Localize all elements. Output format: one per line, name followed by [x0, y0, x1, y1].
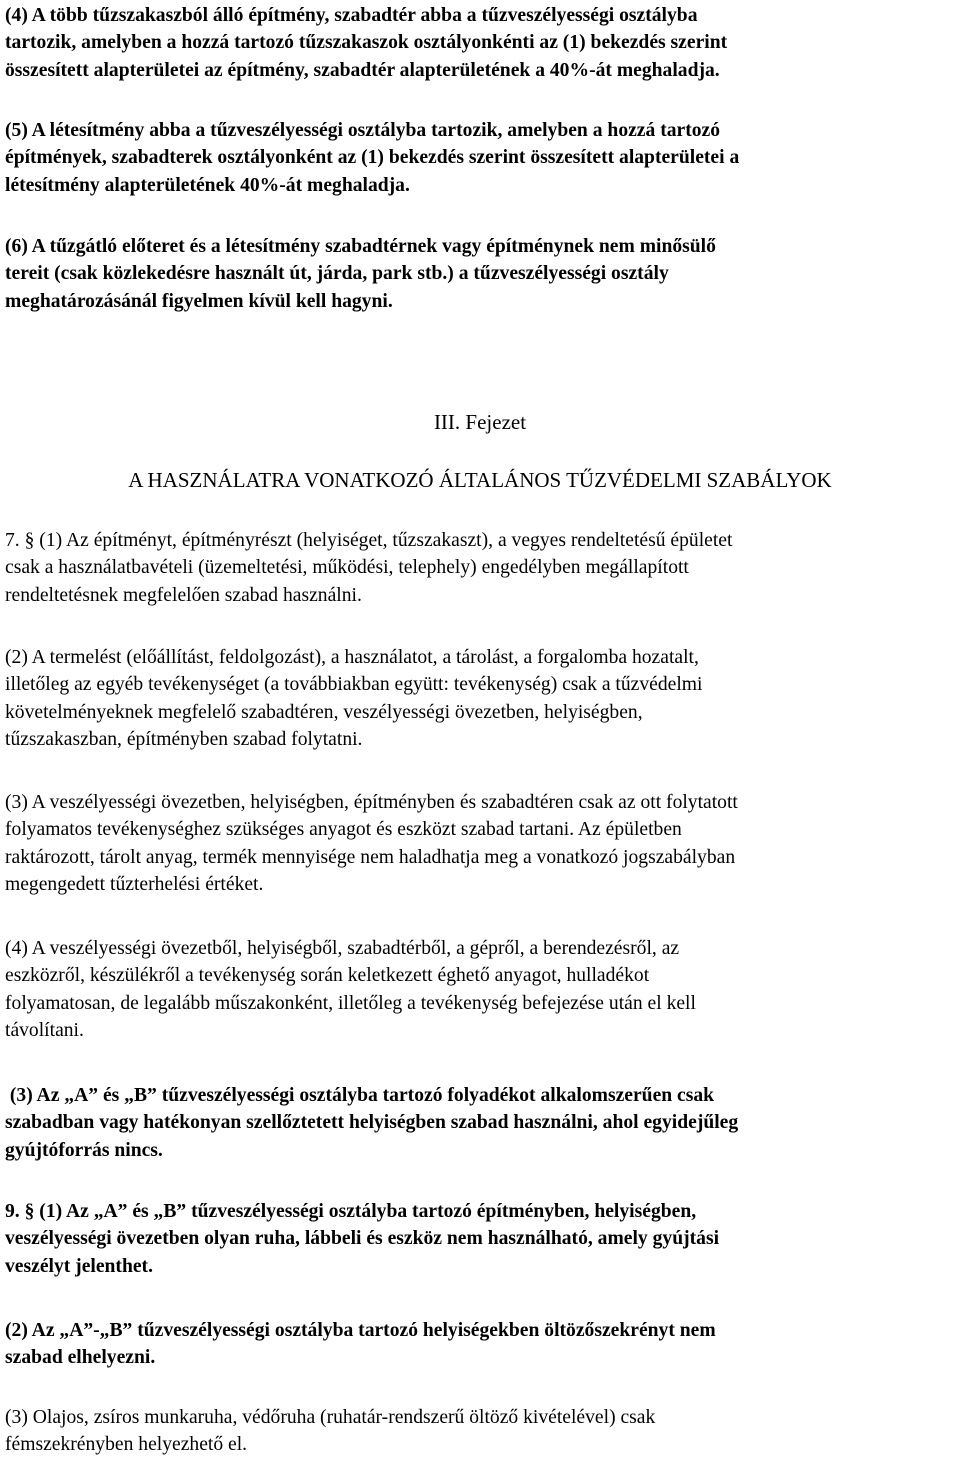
text-line: szabad elhelyezni. [5, 1347, 156, 1369]
text-line: összesített alapterületei az építmény, szabadtér alapterületének a 40%-át meghaladja. [5, 59, 720, 81]
text-line: (3) A veszélyességi övezetben, helyiségben, építményben és szabadtéren csak az ott folytatott [5, 792, 738, 813]
paragraph-6 [5, 233, 957, 315]
text-line: gyújtóforrás nincs. [5, 1139, 163, 1161]
section-9-paragraph-1 [5, 1198, 957, 1280]
section-7-paragraph-2 [5, 644, 957, 753]
bold-paragraph-3 [5, 1082, 957, 1164]
paragraph-4 [5, 2, 957, 84]
text-line: megengedett tűzterhelési értéket. [5, 873, 264, 895]
chapter-number: III. Fejezet [433, 410, 527, 434]
text-line: építmények, szabadterek osztályonként az (1) bekezdés szerint összesített alapterületei a [5, 147, 740, 169]
text-line: tartozik, amelyben a hozzá tartozó tűzszakaszok osztályonkénti az (1) bekezdés szerint [5, 32, 728, 54]
text-line: eszközről, készülékről a tevékenység során keletkezett éghető anyagot, hulladékot [5, 965, 650, 987]
text-line: (6) A tűzgátló előteret és a létesítmény szabadtérnek vagy építménynek nem minősülő [5, 236, 716, 257]
text-line: veszélyt jelenthet. [5, 1255, 153, 1277]
text-line: folyamatosan, de legalább műszakonként, illetőleg a tevékenység befejezése után el kell [5, 992, 696, 1014]
text-line: (3) Olajos, zsíros munkaruha, védőruha (ruhatár-rendszerű öltöző kivételével) csak [5, 1407, 656, 1428]
text-line: tűzszakaszban, építményben szabad folytatni. [5, 728, 363, 750]
text-line: (4) A több tűzszakaszból álló építmény, szabadtér abba a tűzveszélyességi osztályba [5, 5, 698, 26]
text-line: 9. § (1) Az „A” és „B” tűzveszélyességi osztályba tartozó építményben, helyiségben, [5, 1201, 697, 1222]
text-line: (2) A termelést (előállítást, feldolgozást), a használatot, a tárolást, a forgalomba hozatalt, [5, 647, 699, 668]
text-line: csak a használatbavételi (üzemeltetési, működési, telephely) engedélyben megállapított [5, 557, 689, 579]
text-line: rendeltetésnek megfelelően szabad használni. [5, 584, 362, 606]
text-line: (5) A létesítmény abba a tűzveszélyességi osztályba tartozik, amelyben a hozzá tartozó [5, 120, 721, 141]
text-line: követelményeknek megfelelő szabadtéren, veszélyességi övezetben, helyiségben, [5, 701, 643, 723]
text-line: raktározott, tárolt anyag, termék mennyisége nem haladhatja meg a vonatkozó jogszabályban [5, 846, 736, 868]
section-7-paragraph-3 [5, 789, 957, 898]
chapter-title: A HASZNÁLATRA VONATKOZÓ ÁLTALÁNOS TŰZVÉDELMI SZABÁLYOK [128, 468, 832, 492]
text-line: veszélyességi övezetben olyan ruha, lábbeli és eszköz nem használható, amely gyújtási [5, 1228, 720, 1250]
text-line: távolítani. [5, 1019, 84, 1041]
section-9-paragraph-3 [5, 1404, 957, 1459]
text-line: meghatározásánál figyelmen kívül kell hagyni. [5, 290, 393, 312]
text-line: (4) A veszélyességi övezetből, helyiségből, szabadtérből, a gépről, a berendezésről, az [5, 938, 680, 959]
text-line: illetőleg az egyéb tevékenységet (a továbbiakban együtt: tevékenység) csak a tűzvédelmi [5, 674, 703, 696]
text-line: fémszekrényben helyezhető el. [5, 1434, 248, 1456]
text-line: létesítmény alapterületének 40%-át meghaladja. [5, 174, 410, 196]
text-line: szabadban vagy hatékonyan szellőztetett helyiségben szabad használni, ahol egyidejűleg [5, 1112, 739, 1134]
text-line: (3) Az „A” és „B” tűzveszélyességi osztályba tartozó folyadékot alkalomszerűen csak [5, 1085, 715, 1106]
text-line: folyamatos tevékenységhez szükséges anyagot és eszközt szabad tartani. Az épületben [5, 819, 682, 841]
section-9-paragraph-2 [5, 1317, 957, 1372]
text-line: tereit (csak közlekedésre használt út, járda, park stb.) a tűzveszélyességi osztály [5, 263, 669, 285]
text-line: 7. § (1) Az építményt, építményrészt (helyiséget, tűzszakaszt), a vegyes rendeltetésű épületet [5, 530, 733, 551]
paragraph-5 [5, 117, 957, 199]
text-line: (2) Az „A”-„B” tűzveszélyességi osztályba tartozó helyiségekben öltözőszekrényt nem [5, 1320, 716, 1341]
section-7-paragraph-4 [5, 935, 957, 1044]
section-7-paragraph-1 [5, 527, 957, 609]
